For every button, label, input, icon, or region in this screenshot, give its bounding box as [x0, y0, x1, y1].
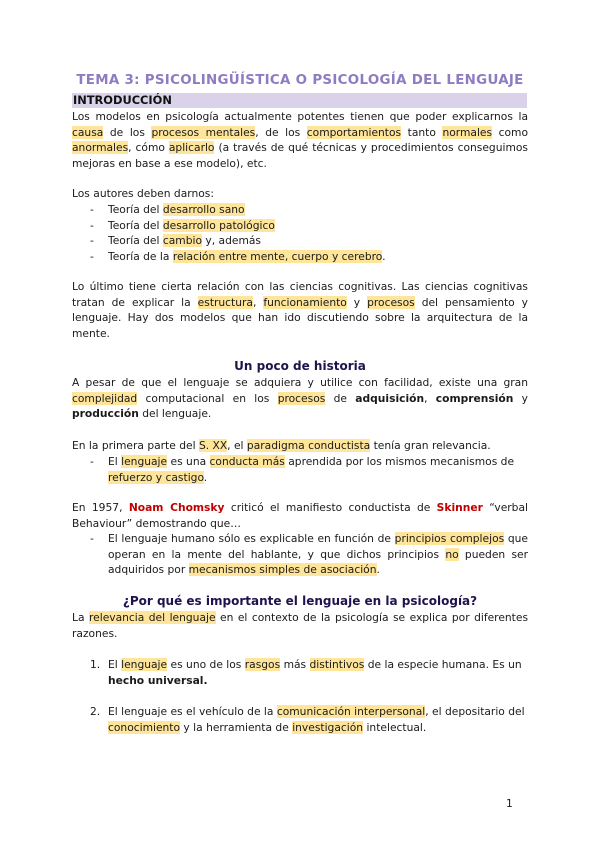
paragraph-ciencias-cognitivas: Lo último tiene cierta relación con las ciencias cognitivas. Las ciencias cognitivas tratan de explicar la estructura, funcionamiento y procesos del pensamiento y lenguaje. Hay dos modelos que han ido discutiendo sobre la arquitectura de la mente.: [72, 280, 528, 340]
list-teorias: [72, 202, 528, 264]
heading-importancia: ¿Por qué es importante el lenguaje en la psicología?: [122, 594, 478, 608]
numbered-item-1: 1. El lenguaje es uno de los rasgos más distintivos de la especie humana. Es un hecho universal.: [90, 658, 522, 687]
list-conductismo: [72, 454, 528, 485]
paragraph-autores: Los autores deben darnos:: [72, 187, 214, 200]
list-chomsky: [72, 531, 528, 578]
paragraph-complejidad: A pesar de que el lenguaje se adquiera y utilice con facilidad, existe una gran complejidad computacional en los procesos de adquisición, comprensión y producción del lenguaje.: [72, 376, 528, 420]
list-item: - El lenguaje humano sólo es explicable en función de principios complejos que operan en la mente del hablante, y que dichos principios no pueden ser adquiridos por mecanismos simples de asociación.: [72, 531, 528, 578]
list-item: - Teoría del desarrollo patológico: [72, 218, 528, 234]
intro-heading: INTRODUCCIÓN: [72, 93, 527, 108]
document-title: TEMA 3: PSICOLINGÜÍSTICA O PSICOLOGÍA DEL LENGUAJE: [76, 73, 524, 88]
heading-historia: Un poco de historia: [234, 359, 366, 373]
page-number: 1: [506, 797, 513, 810]
paragraph-modelos: Los modelos en psicología actualmente potentes tienen que poder explicarnos la causa de los procesos mentales, de los comportamientos tanto normales como anormales, cómo aplicarlo (a través de qué técnicas y procedimientos conseguimos mejoras en base a ese modelo), etc.: [72, 110, 528, 170]
list-item: - Teoría del desarrollo sano: [72, 202, 528, 218]
numbered-item-2: 2. El lenguaje es el vehículo de la comunicación interpersonal, el depositario del conocimiento y la herramienta de investigación intelectual.: [90, 705, 525, 734]
paragraph-chomsky: En 1957, Noam Chomsky criticó el manifiesto conductista de Skinner “verbal Behaviour” demostrando que…: [72, 501, 528, 530]
list-item: - El lenguaje es una conducta más aprendida por los mismos mecanismos de refuerzo y castigo.: [72, 454, 528, 485]
paragraph-conductismo: En la primera parte del S. XX, el paradigma conductista tenía gran relevancia.: [72, 439, 491, 452]
list-item: - Teoría de la relación entre mente, cuerpo y cerebro.: [72, 249, 528, 265]
paragraph-relevancia: La relevancia del lenguaje en el contexto de la psicología se explica por diferentes razones.: [72, 611, 529, 640]
list-item: - Teoría del cambio y, además: [72, 233, 528, 249]
